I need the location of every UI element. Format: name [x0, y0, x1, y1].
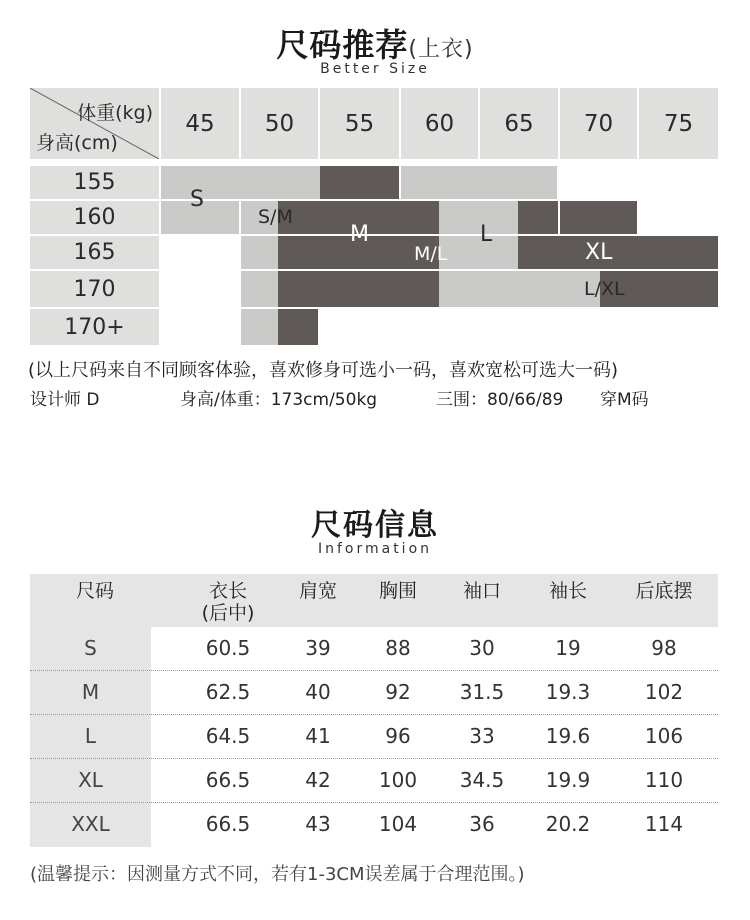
grid-corner-header [30, 88, 159, 159]
weight-header-70: 70 [560, 88, 637, 159]
weight-header-60: 60 [401, 88, 478, 159]
label-s-m: S/M [258, 206, 293, 228]
zone-sm-165 [241, 236, 278, 269]
designer-name: 设计师 D [30, 390, 100, 410]
column-header-0: 尺码 [75, 580, 114, 602]
size-recommendation-subtitle: Better Size [320, 61, 430, 77]
zone-l-170 [439, 271, 600, 307]
size-cell-l: L [84, 724, 97, 748]
table-cell: 41 [305, 724, 331, 748]
table-cell: 36 [469, 812, 495, 836]
column-header-3: 胸围 [378, 580, 417, 602]
size-information-subtitle: Information [317, 541, 433, 557]
size-recommendation-title [0, 20, 750, 66]
table-cell: 30 [469, 636, 495, 660]
weight-header-50: 50 [241, 88, 318, 159]
zone-xl2-160 [560, 201, 637, 234]
table-cell: 42 [305, 768, 331, 792]
weight-header-55: 55 [320, 88, 399, 159]
zone-m-170plus [278, 309, 318, 345]
zone-sm-170plus [241, 309, 278, 345]
zone-m-170 [278, 271, 439, 307]
table-cell: 19 [555, 636, 581, 660]
table-cell: 62.5 [205, 680, 251, 704]
row-divider [30, 758, 718, 759]
table-cell: 20.2 [545, 812, 591, 836]
designer-size: 穿M码 [600, 390, 649, 410]
table-cell: 66.5 [205, 768, 251, 792]
table-cell: 31.5 [459, 680, 505, 704]
table-cell: 88 [385, 636, 411, 660]
height-axis-label: 身高(cm) [36, 132, 118, 154]
size-cell-xxl: XXL [71, 812, 110, 836]
table-cell: 100 [378, 768, 418, 792]
table-cell: 66.5 [205, 812, 251, 836]
table-cell: 96 [385, 724, 411, 748]
title-sub: (上衣) [408, 37, 474, 62]
size-cell-s: S [84, 636, 97, 660]
table-cell: 19.6 [545, 724, 591, 748]
label-m-l: M/L [414, 243, 448, 265]
table-cell: 110 [644, 768, 684, 792]
zone-l-165 [439, 236, 518, 269]
zone-l-160 [439, 201, 518, 234]
column-header-5: 袖长 [548, 580, 587, 602]
zone-xl-165 [518, 236, 718, 269]
size-information-title: 尺码信息 [311, 508, 439, 543]
designer-measurements: 三围：80/66/89 [436, 390, 564, 410]
label-l: L [480, 222, 493, 247]
column-header-1: 衣长 [208, 580, 247, 602]
column-header-sub: (后中) [201, 602, 255, 624]
height-header-155: 155 [30, 166, 159, 199]
column-header-2: 肩宽 [298, 580, 337, 602]
weight-axis-label: 体重(kg) [77, 102, 153, 124]
table-cell: 43 [305, 812, 331, 836]
table-cell: 60.5 [205, 636, 251, 660]
table-cell: 19.3 [545, 680, 591, 704]
designer-height-weight: 身高/体重：173cm/50kg [180, 390, 378, 410]
table-cell: 114 [644, 812, 684, 836]
table-cell: 40 [305, 680, 331, 704]
size-cell-m: M [81, 680, 100, 704]
recommendation-note: (以上尺码来自不同顾客体验，喜欢修身可选小一码，喜欢宽松可选大一码) [28, 360, 619, 381]
label-m: M [350, 222, 369, 247]
table-cell: 102 [644, 680, 684, 704]
table-cell: 106 [644, 724, 684, 748]
row-divider [30, 802, 718, 803]
label-l-xl: L/XL [584, 278, 625, 300]
table-cell: 39 [305, 636, 331, 660]
zone-sm-170 [241, 271, 278, 307]
column-header-4: 袖口 [462, 580, 501, 602]
table-cell: 92 [385, 680, 411, 704]
zone-xl-160 [518, 201, 558, 234]
table-cell: 64.5 [205, 724, 251, 748]
height-header-165: 165 [30, 236, 159, 269]
zone-l-155 [401, 166, 557, 199]
title-main: 尺码推荐 [276, 26, 409, 64]
table-cell: 98 [651, 636, 677, 660]
weight-header-65: 65 [480, 88, 558, 159]
weight-header-45: 45 [161, 88, 239, 159]
table-cell: 33 [469, 724, 495, 748]
column-header-6: 后底摆 [635, 580, 693, 602]
measurement-footnote: (温馨提示：因测量方式不同，若有1-3CM误差属于合理范围。) [30, 864, 525, 885]
weight-header-75: 75 [639, 88, 718, 159]
height-header-160: 160 [30, 201, 159, 234]
row-divider [30, 670, 718, 671]
label-s: S [190, 187, 204, 212]
size-cell-xl: XL [78, 768, 103, 792]
zone-m-155 [320, 166, 399, 199]
height-header-170: 170 [30, 271, 159, 307]
table-cell: 34.5 [459, 768, 505, 792]
label-xl: XL [585, 240, 613, 265]
table-cell: 19.9 [545, 768, 591, 792]
table-cell: 104 [378, 812, 418, 836]
height-header-170plus: 170+ [30, 309, 159, 345]
row-divider [30, 714, 718, 715]
